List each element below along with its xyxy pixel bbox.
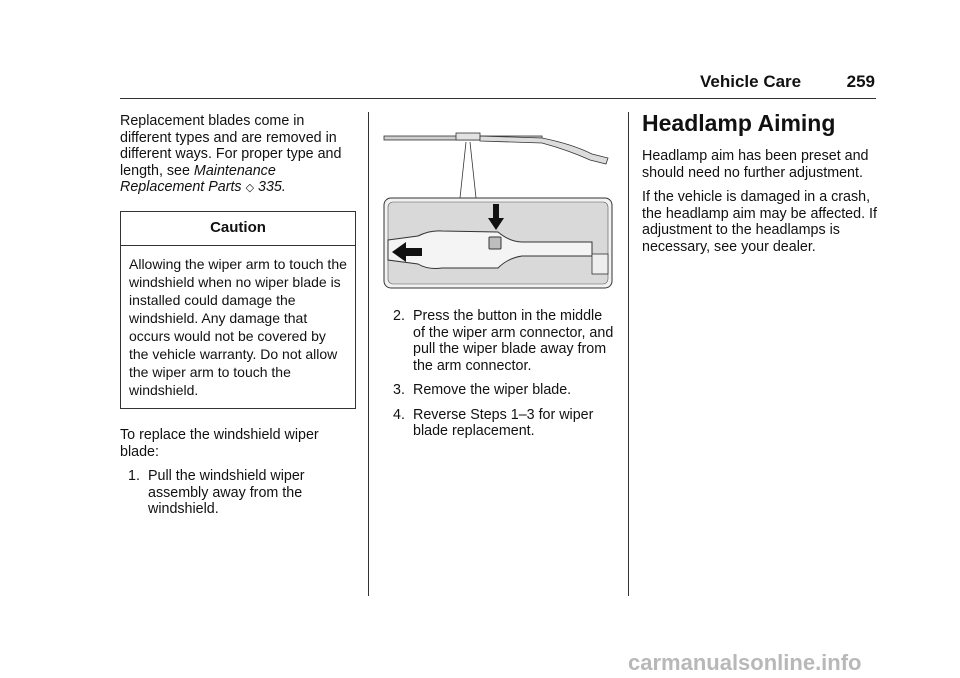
replace-intro: To replace the windshield wiper blade: <box>120 427 319 460</box>
intro-text: Replacement blades come in different types and are removed in different ways. For proper type and length, see <box>120 113 342 179</box>
column-3 <box>642 110 878 263</box>
maintenance-parts-link[interactable]: Maintenance Replacement Parts <box>120 162 276 195</box>
column-2 <box>385 308 617 448</box>
page-ref-icon: ◇ <box>245 182 255 194</box>
step-item <box>385 407 617 440</box>
paragraph: Headlamp aim has been preset and should need no further adjustment. <box>642 148 869 181</box>
step-text: Pull the windshield wiper assembly away from the windshield. <box>148 468 305 517</box>
column-1 <box>120 113 356 526</box>
section-title: Vehicle Care <box>700 72 802 91</box>
page-number: 259 <box>846 72 875 91</box>
page-ref-number[interactable]: 335 <box>258 179 282 195</box>
step-number: 1. <box>128 468 140 484</box>
step-item <box>120 468 356 518</box>
page-header <box>700 72 875 92</box>
wiper-blade-drawing <box>384 133 608 198</box>
column-divider-left <box>368 112 369 596</box>
connector-detail <box>384 198 612 288</box>
step-item <box>385 308 617 374</box>
step-item <box>385 382 617 399</box>
paragraph: If the vehicle is damaged in a crash, the headlamp aim may be affected. If adjustment to the headlamps is necessary, see your dealer. <box>642 189 877 255</box>
caution-box <box>120 211 356 410</box>
step-number: 4. <box>393 406 405 423</box>
step-text: Press the button in the middle of the wiper arm connector, and pull the wiper blade away from the arm connector. <box>413 308 614 374</box>
column-divider-right <box>628 112 629 596</box>
step-text: Reverse Steps 1–3 for wiper blade replacement. <box>413 406 594 439</box>
header-rule <box>120 98 876 99</box>
intro-paragraph: Replacement blades come in different types and are removed in different ways. For proper type and length, see Maintenance Replacement Parts ◇ 335. <box>120 113 342 195</box>
caution-title: Caution <box>121 212 355 247</box>
wiper-connector-figure <box>382 130 614 290</box>
step-number: 3. <box>393 382 405 398</box>
caution-body: Allowing the wiper arm to touch the windshield when no wiper blade is installed could damage the windshield. Any damage that occurs would not be covered by the vehicle warranty. Do not allow the wiper arm to touch the windshield. <box>129 256 347 398</box>
step-number: 2. <box>393 308 405 324</box>
watermark: carmanualsonline.info <box>628 650 862 675</box>
section-heading: Headlamp Aiming <box>642 110 836 136</box>
step-text: Remove the wiper blade. <box>413 382 572 398</box>
